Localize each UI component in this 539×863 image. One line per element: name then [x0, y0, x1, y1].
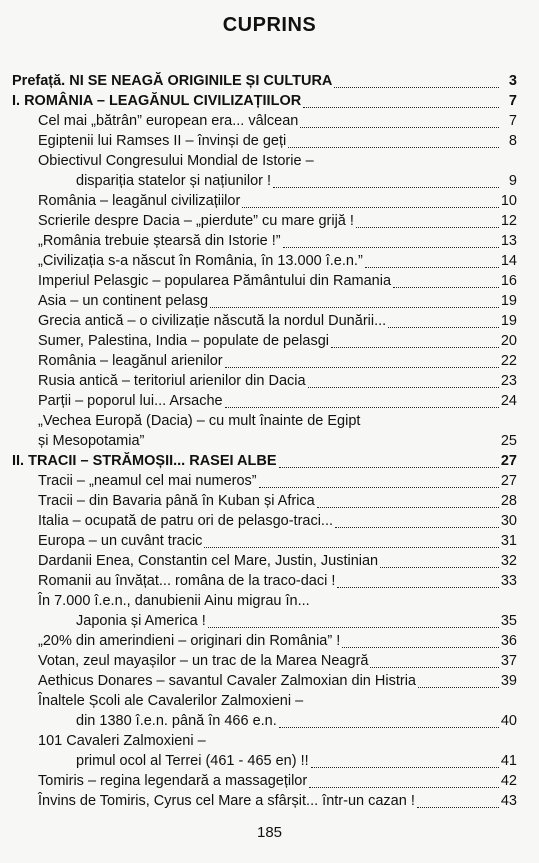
- toc-entry-title: Tomiris – regina legendară a massageților: [38, 773, 308, 789]
- toc-entry-page: 10: [500, 193, 517, 209]
- toc-entry-title: Învins de Tomiris, Cyrus cel Mare a sfârșit... într-un cazan !: [38, 793, 415, 809]
- toc-entry: [12, 673, 517, 693]
- toc-entry-title: „Vechea Europă (Dacia) – cu mult înainte de Egipt: [38, 413, 361, 429]
- toc-entry-title: din 1380 î.e.n. până în 466 e.n.: [76, 713, 277, 729]
- toc-entry-title: I. ROMÂNIA – LEAGĂNUL CIVILIZAȚIILOR: [12, 93, 302, 109]
- dot-leader: [393, 287, 499, 288]
- toc-entry: [12, 373, 517, 393]
- toc-entry-page: 30: [500, 513, 517, 529]
- toc-entry-page: 37: [500, 653, 517, 669]
- dot-leader: [242, 207, 499, 208]
- toc-entry-page: 28: [500, 493, 517, 509]
- toc-entry: [12, 213, 517, 233]
- toc-entry: [12, 713, 517, 733]
- dot-leader: [259, 487, 499, 488]
- dot-leader: [317, 507, 499, 508]
- toc-entry-page: 35: [500, 613, 517, 629]
- toc-entry: [12, 453, 517, 473]
- toc-entry-title: „Civilizația s-a născut în România, în 13.000 î.e.n.”: [38, 253, 363, 269]
- toc-entry-page: 16: [500, 273, 517, 289]
- toc-entry-title: Tracii – din Bavaria până în Kuban și Africa: [38, 493, 315, 509]
- dot-leader: [417, 807, 499, 808]
- toc-entry-title: Cel mai „bătrân” european era... vâlcean: [38, 113, 299, 129]
- toc-entry-title: Votan, zeul mayașilor – un trac de la Marea Neagră: [38, 653, 369, 669]
- toc-entry-page: 36: [500, 633, 517, 649]
- toc-entry: [12, 313, 517, 333]
- toc-entry: [12, 773, 517, 793]
- toc-entry: [12, 113, 517, 133]
- dot-leader: [204, 547, 498, 548]
- toc-entry-title: Aethicus Donares – savantul Cavaler Zalmoxian din Histria: [38, 673, 416, 689]
- toc-entry: [12, 233, 517, 253]
- toc-entry-title: primul ocol al Terrei (461 - 465 en) !!: [76, 753, 309, 769]
- toc-entry-title: Italia – ocupată de patru ori de pelasgo-traci...: [38, 513, 334, 529]
- toc-entry: [12, 573, 517, 593]
- dot-leader: [303, 107, 499, 108]
- toc-entry: [12, 753, 517, 773]
- toc-entry-page: 41: [500, 753, 517, 769]
- toc-entry-page: 9: [508, 173, 517, 189]
- toc-entry: [12, 353, 517, 373]
- toc-entry-page: 19: [500, 293, 517, 309]
- toc-entry-title: Sumer, Palestina, India – populate de pelasgi: [38, 333, 330, 349]
- dot-leader: [225, 407, 499, 408]
- toc-entry: [12, 333, 517, 353]
- toc-entry: [12, 293, 517, 313]
- toc-entry-page: 13: [500, 233, 517, 249]
- toc-entry: [12, 393, 517, 413]
- toc-entry-page: 43: [500, 793, 517, 809]
- toc-entry: [12, 273, 517, 293]
- toc-entry: [12, 473, 517, 493]
- page-title: CUPRINS: [222, 14, 317, 36]
- dot-leader: [208, 627, 499, 628]
- toc-entry: [12, 613, 517, 633]
- toc-entry: [12, 193, 517, 213]
- dot-leader: [288, 147, 499, 148]
- dot-leader: [380, 567, 499, 568]
- toc-entry-title: Obiectivul Congresului Mondial de Istorie –: [38, 153, 314, 169]
- dot-leader: [309, 787, 499, 788]
- toc-entry: [12, 793, 517, 813]
- toc-entry: [12, 693, 517, 713]
- toc-entry-page: 27: [500, 453, 517, 469]
- dot-leader: [308, 387, 499, 388]
- toc-entry-title: Scrierile despre Dacia – „pierdute” cu mare grijă !: [38, 213, 354, 229]
- toc-entry: [12, 93, 517, 113]
- toc-entry-page: 32: [500, 553, 517, 569]
- toc-entry-title: În 7.000 î.e.n., danubienii Ainu migrau în...: [38, 593, 310, 609]
- dot-leader: [210, 307, 499, 308]
- toc-entry-page: 39: [500, 673, 517, 689]
- dot-leader: [334, 87, 499, 88]
- toc-entry: [12, 513, 517, 533]
- toc-entry-title: România – leagănul civilizațiilor: [38, 193, 241, 209]
- dot-leader: [356, 227, 499, 228]
- toc-entry: [12, 433, 517, 453]
- toc-entry-title: „România trebuie ștearsă din Istorie !”: [38, 233, 281, 249]
- toc-entry-title: Rusia antică – teritoriul arienilor din Dacia: [38, 373, 306, 389]
- toc-entry-page: 20: [500, 333, 517, 349]
- toc-entry-page: 31: [500, 533, 517, 549]
- toc-entry-title: Asia – un continent pelasg: [38, 293, 209, 309]
- toc-entry-title: Romanii au învățat... româna de la traco-daci !: [38, 573, 336, 589]
- toc-entry-page: 23: [500, 373, 517, 389]
- dot-leader: [388, 327, 499, 328]
- toc-entry-title: Imperiul Pelasgic – popularea Pământului din Ramania: [38, 273, 392, 289]
- table-of-contents: [12, 73, 517, 813]
- toc-entry-title: Japonia și America !: [76, 613, 206, 629]
- dot-leader: [279, 467, 499, 468]
- dot-leader: [273, 187, 499, 188]
- toc-entry-title: II. TRACII – STRĂMOȘII... RASEI ALBE: [12, 453, 277, 469]
- toc-entry: [12, 153, 517, 173]
- toc-entry: [12, 413, 517, 433]
- toc-entry-page: 8: [508, 133, 517, 149]
- page-number: 185: [256, 824, 283, 841]
- toc-entry: [12, 73, 517, 93]
- dot-leader: [331, 347, 499, 348]
- toc-entry-title: Parții – poporul lui... Arsache: [38, 393, 223, 409]
- toc-entry-title: Dardanii Enea, Constantin cel Mare, Justin, Justinian: [38, 553, 379, 569]
- toc-entry: [12, 533, 517, 553]
- toc-entry-page: 33: [500, 573, 517, 589]
- toc-entry-title: Grecia antică – o civilizație născută la nordul Dunării...: [38, 313, 387, 329]
- toc-entry-page: 42: [500, 773, 517, 789]
- toc-entry-page: 40: [500, 713, 517, 729]
- toc-entry: [12, 173, 517, 193]
- toc-entry: [12, 133, 517, 153]
- toc-entry-title: și Mesopotamia”: [38, 433, 145, 449]
- toc-entry-page: 24: [500, 393, 517, 409]
- dot-leader: [335, 527, 499, 528]
- toc-entry: [12, 253, 517, 273]
- dot-leader: [370, 667, 498, 668]
- toc-entry-page: 7: [508, 93, 517, 109]
- dot-leader: [342, 647, 499, 648]
- toc-entry-page: 25: [500, 433, 517, 449]
- toc-entry-page: 14: [500, 253, 517, 269]
- dot-leader: [365, 267, 499, 268]
- dot-leader: [300, 127, 499, 128]
- dot-leader: [279, 727, 499, 728]
- toc-entry-title: Europa – un cuvânt tracic: [38, 533, 203, 549]
- toc-entry: [12, 653, 517, 673]
- toc-entry: [12, 733, 517, 753]
- toc-entry-title: Prefață. NI SE NEAGĂ ORIGINILE ȘI CULTURA: [12, 73, 333, 89]
- dot-leader: [337, 587, 498, 588]
- toc-entry: [12, 633, 517, 653]
- toc-entry-page: 12: [500, 213, 517, 229]
- toc-entry: [12, 553, 517, 573]
- toc-entry-title: „20% din amerindieni – originari din România” !: [38, 633, 341, 649]
- toc-entry-title: România – leagănul arienilor: [38, 353, 223, 369]
- toc-entry-page: 27: [500, 473, 517, 489]
- toc-entry: [12, 593, 517, 613]
- dot-leader: [225, 367, 499, 368]
- toc-entry: [12, 493, 517, 513]
- dot-leader: [311, 767, 499, 768]
- toc-entry-title: dispariția statelor și națiunilor !: [76, 173, 272, 189]
- toc-entry-page: 7: [508, 113, 517, 129]
- toc-entry-page: 3: [508, 73, 517, 89]
- toc-entry-title: Înaltele Școli ale Cavalerilor Zalmoxieni –: [38, 693, 304, 709]
- dot-leader: [418, 687, 499, 688]
- toc-entry-page: 22: [500, 353, 517, 369]
- toc-entry-title: Egiptenii lui Ramses II – învinși de geți: [38, 133, 287, 149]
- toc-entry-title: 101 Cavaleri Zalmoxieni –: [38, 733, 206, 749]
- toc-entry-title: Tracii – „neamul cel mai numeros”: [38, 473, 257, 489]
- dot-leader: [283, 247, 499, 248]
- toc-entry-page: 19: [500, 313, 517, 329]
